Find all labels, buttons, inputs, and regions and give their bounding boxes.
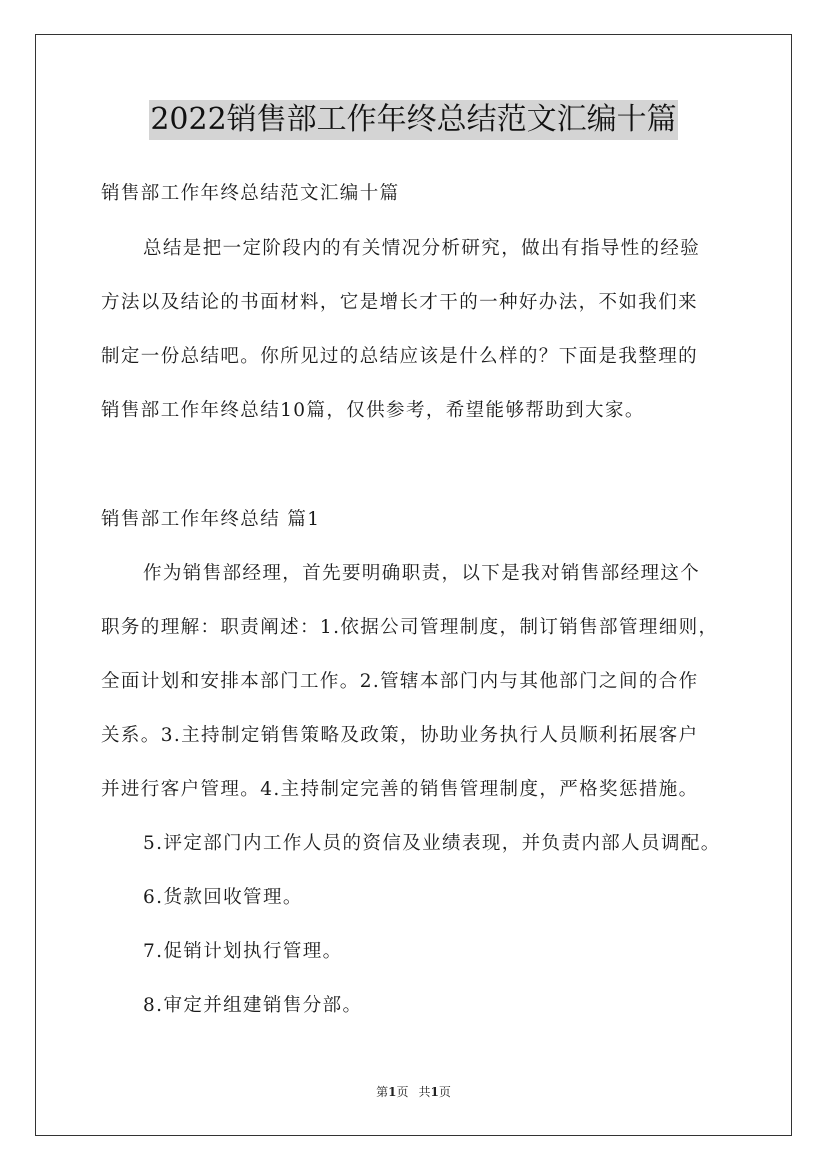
body-line: 职务的理解：职责阐述：1.依据公司管理制度，制订销售部管理细则， — [101, 617, 719, 638]
body-line: 关系。3.主持制定销售策略及政策，协助业务执行人员顺利拓展客户 — [101, 725, 699, 746]
body-line: 作为销售部经理，首先要明确职责，以下是我对销售部经理这个 — [143, 563, 701, 584]
page-footer — [0, 1085, 827, 1099]
body-line: 全面计划和安排本部门工作。2.管辖本部门内与其他部门之间的合作 — [101, 671, 699, 692]
section-heading: 销售部工作年终总结 篇1 — [101, 509, 321, 530]
document-title: 2022销售部工作年终总结范文汇编十篇 — [149, 100, 677, 140]
page-prefix: 第 — [376, 1085, 389, 1099]
intro-line: 制定一份总结吧。你所见过的总结应该是什么样的？下面是我整理的 — [101, 346, 699, 367]
body-line: 8.审定并组建销售分部。 — [143, 995, 363, 1016]
intro-line: 方法以及结论的书面材料，它是增长才干的一种好办法，不如我们来 — [101, 292, 699, 313]
intro-line: 总结是把一定阶段内的有关情况分析研究，做出有指导性的经验 — [143, 238, 701, 259]
page-number: 1 — [388, 1085, 397, 1099]
body-line: 5.评定部门内工作人员的资信及业绩表现，并负责内部人员调配。 — [143, 833, 721, 854]
body-line: 6.货款回收管理。 — [143, 887, 303, 908]
total-suffix: 页 — [438, 1085, 451, 1099]
title-container — [0, 100, 827, 140]
intro-line: 销售部工作年终总结10篇，仅供参考，希望能够帮助到大家。 — [101, 400, 645, 421]
document-subtitle: 销售部工作年终总结范文汇编十篇 — [101, 183, 400, 204]
total-prefix: 共 — [418, 1085, 431, 1099]
body-line: 并进行客户管理。4.主持制定完善的销售管理制度，严格奖惩措施。 — [101, 779, 699, 800]
body-line: 7.促销计划执行管理。 — [143, 941, 343, 962]
page-suffix: 页 — [396, 1085, 409, 1099]
total-number: 1 — [430, 1085, 439, 1099]
